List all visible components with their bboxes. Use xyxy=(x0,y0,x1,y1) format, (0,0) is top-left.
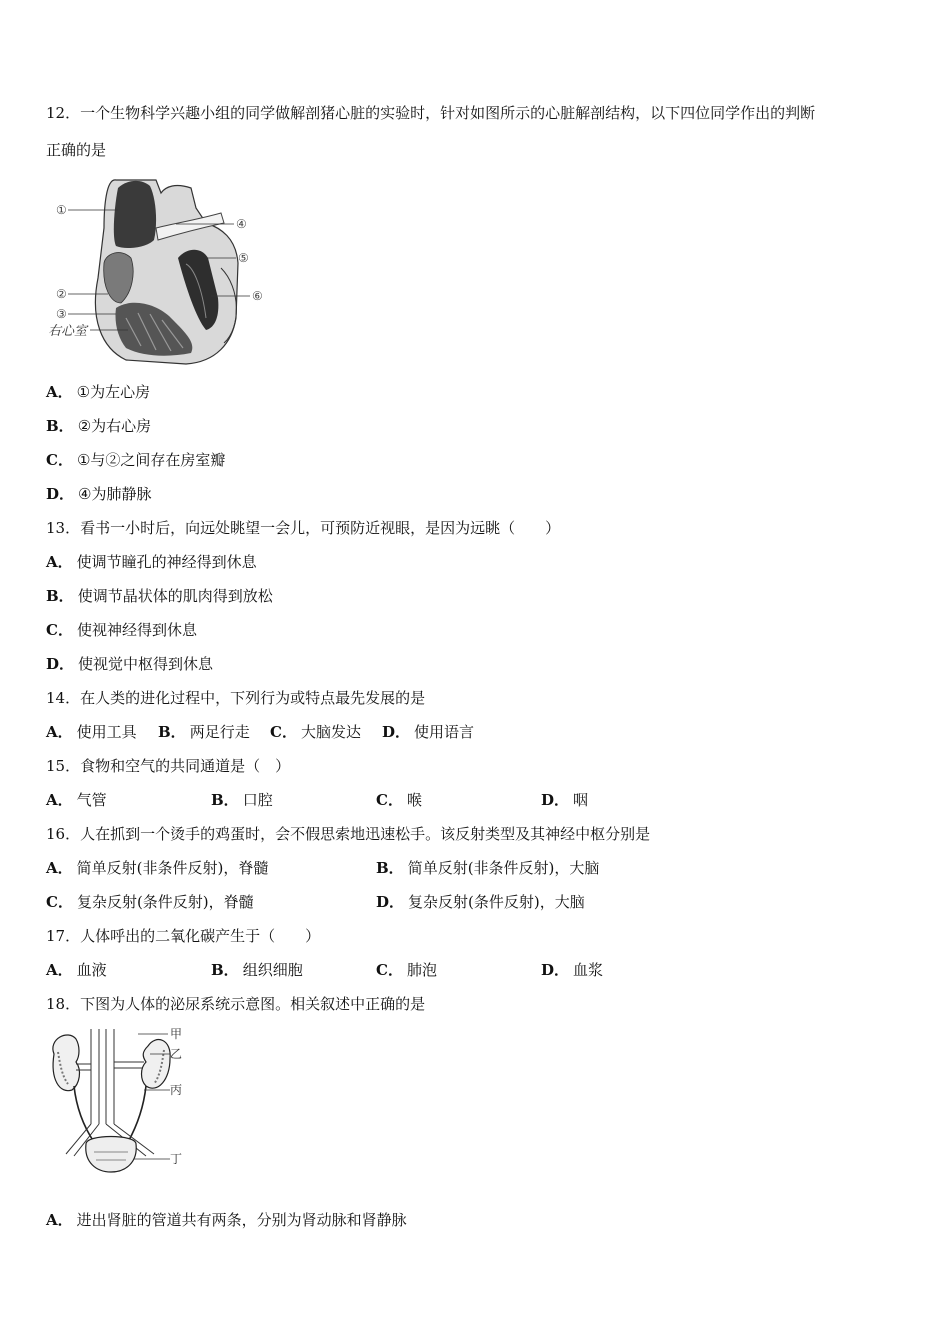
q12-option-b: B． ②为右心房 xyxy=(46,417,152,435)
q14-stem: 14．在人类的进化过程中，下列行为或特点最先发展的是 xyxy=(46,689,426,707)
q16-stem: 16．人在抓到一个烫手的鸡蛋时，会不假思索地迅速松手。该反射类型及其神经中枢分别是 xyxy=(46,825,651,843)
q15-option-a: A． 气管 xyxy=(46,791,107,809)
q18-option-a: A． 进出肾脏的管道共有两条，分别为肾动脉和肾静脉 xyxy=(46,1211,407,1229)
q17-option-b: B． 组织细胞 xyxy=(211,961,303,979)
q17-stem: 17．人体呼出的二氧化碳产生于（ ） xyxy=(46,927,321,945)
q17-option-d: D． 血浆 xyxy=(541,961,604,979)
q12-option-c: C． ①与②之间存在房室瓣 xyxy=(46,451,226,469)
q13-option-c: C． 使视神经得到休息 xyxy=(46,621,197,639)
q15-option-c: C． 喉 xyxy=(376,791,422,809)
urinary-label-ding: 丁 xyxy=(170,1152,183,1166)
q15-stem: 15．食物和空气的共同通道是（ ） xyxy=(46,757,291,775)
q16-option-c: C． 复杂反射(条件反射)，脊髓 xyxy=(46,893,254,911)
heart-label-2: ② xyxy=(56,287,67,301)
q16-option-a: A． 简单反射(非条件反射)，脊髓 xyxy=(46,859,269,877)
q14-option-b: B． 两足行走 xyxy=(158,723,250,741)
urinary-label-bing: 丙 xyxy=(170,1083,183,1097)
q13-option-d: D． 使视觉中枢得到休息 xyxy=(46,655,214,673)
q13-option-b: B． 使调节晶状体的肌肉得到放松 xyxy=(46,587,273,605)
q13-option-a: A． 使调节瞳孔的神经得到休息 xyxy=(46,553,257,571)
q16-option-d: D． 复杂反射(条件反射)，大脑 xyxy=(376,893,585,911)
q12-option-a: A． ①为左心房 xyxy=(46,383,151,401)
q14-option-d: D． 使用语言 xyxy=(382,723,475,741)
q14-option-c: C． 大脑发达 xyxy=(270,723,361,741)
q16-option-b: B． 简单反射(非条件反射)，大脑 xyxy=(376,859,600,877)
heart-label-3: ③ xyxy=(56,307,67,321)
urinary-label-jia: 甲 xyxy=(170,1027,183,1041)
heart-diagram xyxy=(46,168,276,368)
q18-stem: 18．下图为人体的泌尿系统示意图。相关叙述中正确的是 xyxy=(46,995,426,1013)
q12-stem-line1: 12．一个生物科学兴趣小组的同学做解剖猪心脏的实验时，针对如图所示的心脏解剖结构，以下四位同学作出的判断 xyxy=(46,104,816,122)
heart-label-4: ④ xyxy=(236,217,247,231)
q12-stem-line2: 正确的是 xyxy=(46,141,107,159)
q17-option-c: C． 肺泡 xyxy=(376,961,437,979)
q13-stem: 13．看书一小时后，向远处眺望一会儿，可预防近视眼，是因为远眺（ ） xyxy=(46,519,561,537)
urinary-label-yi: 乙 xyxy=(170,1047,183,1061)
q14-option-a: A． 使用工具 xyxy=(46,723,137,741)
heart-label-1: ① xyxy=(56,203,67,217)
q15-option-b: B． 口腔 xyxy=(211,791,273,809)
q17-option-a: A． 血液 xyxy=(46,961,107,979)
urinary-system-diagram xyxy=(46,1024,196,1174)
q12-option-d: D． ④为肺静脉 xyxy=(46,485,152,503)
q15-option-d: D． 咽 xyxy=(541,791,589,809)
heart-label-5: ⑤ xyxy=(238,251,249,265)
heart-label-right-ventricle: 右心室 xyxy=(48,324,88,339)
heart-label-6: ⑥ xyxy=(252,289,263,303)
